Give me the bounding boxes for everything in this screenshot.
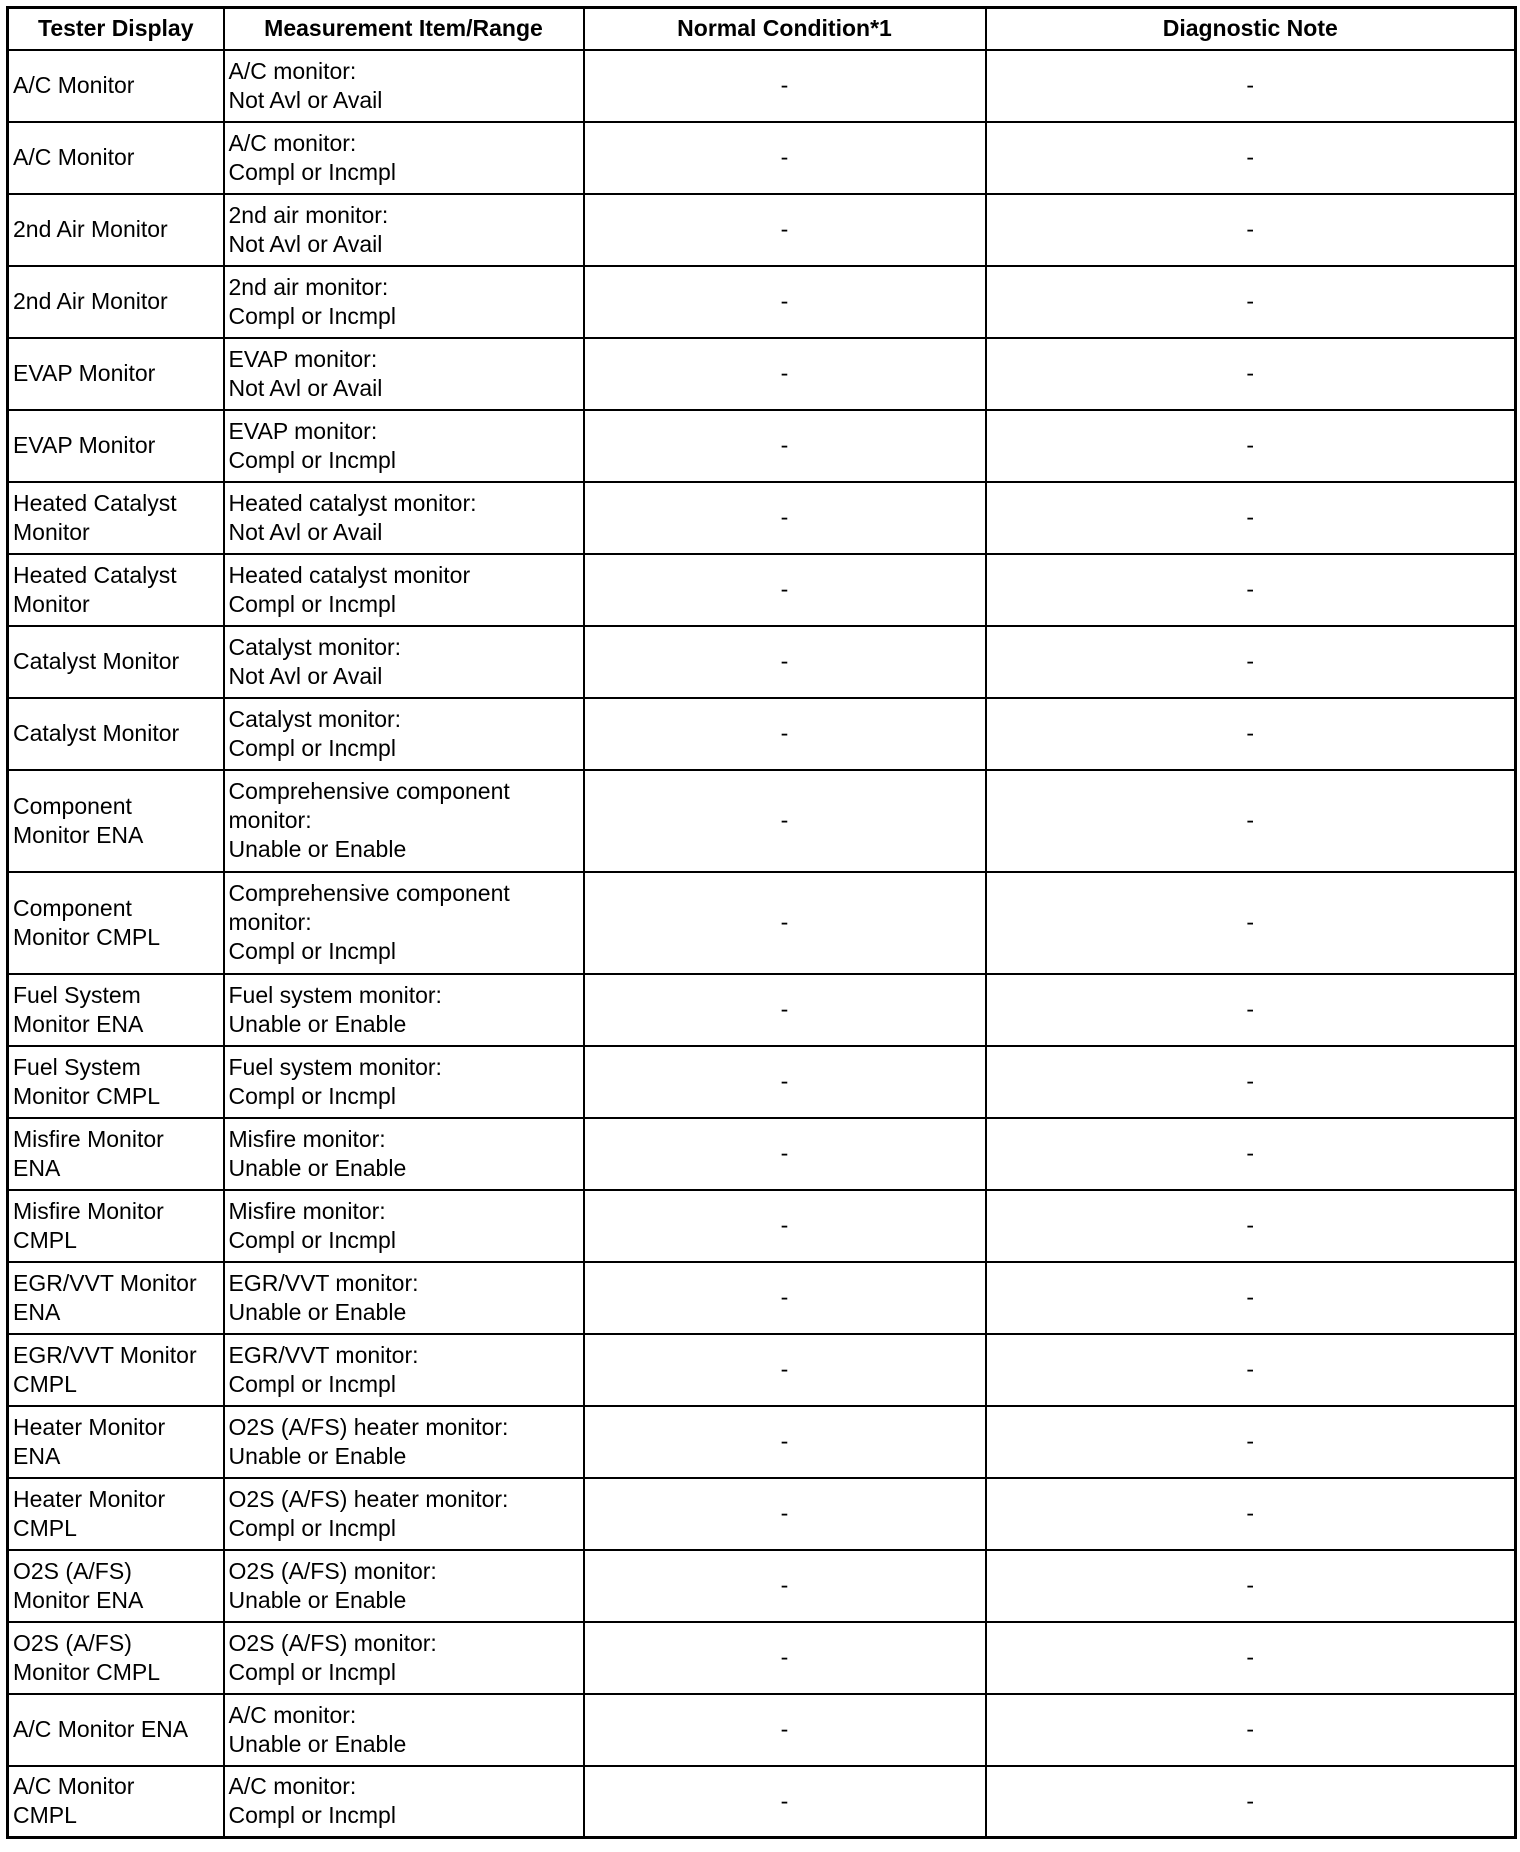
cell-tester-display: A/C Monitor xyxy=(8,122,224,194)
cell-measurement-item: EVAP monitor: Not Avl or Avail xyxy=(224,338,584,410)
cell-normal-condition: - xyxy=(584,1190,986,1262)
cell-tester-display: 2nd Air Monitor xyxy=(8,194,224,266)
table-row xyxy=(8,266,1516,338)
cell-normal-condition: - xyxy=(584,1550,986,1622)
cell-measurement-item: Misfire monitor: Unable or Enable xyxy=(224,1118,584,1190)
cell-diagnostic-note: - xyxy=(986,1190,1516,1262)
cell-measurement-item: A/C monitor: Not Avl or Avail xyxy=(224,50,584,122)
table-row xyxy=(8,554,1516,626)
cell-measurement-item: A/C monitor: Compl or Incmpl xyxy=(224,122,584,194)
table-row xyxy=(8,1478,1516,1550)
cell-tester-display: EVAP Monitor xyxy=(8,338,224,410)
cell-normal-condition: - xyxy=(584,1622,986,1694)
cell-tester-display: EGR/VVT Monitor ENA xyxy=(8,1262,224,1334)
cell-measurement-item: O2S (A/FS) heater monitor: Compl or Incmpl xyxy=(224,1478,584,1550)
cell-diagnostic-note: - xyxy=(986,1118,1516,1190)
cell-diagnostic-note: - xyxy=(986,974,1516,1046)
cell-measurement-item: EGR/VVT monitor: Unable or Enable xyxy=(224,1262,584,1334)
table-row xyxy=(8,1262,1516,1334)
cell-normal-condition: - xyxy=(584,1334,986,1406)
cell-diagnostic-note: - xyxy=(986,872,1516,974)
cell-measurement-item: 2nd air monitor: Not Avl or Avail xyxy=(224,194,584,266)
cell-normal-condition: - xyxy=(584,410,986,482)
table-row xyxy=(8,122,1516,194)
cell-measurement-item: 2nd air monitor: Compl or Incmpl xyxy=(224,266,584,338)
cell-diagnostic-note: - xyxy=(986,698,1516,770)
cell-normal-condition: - xyxy=(584,50,986,122)
cell-diagnostic-note: - xyxy=(986,1622,1516,1694)
table-row xyxy=(8,1334,1516,1406)
cell-tester-display: Component Monitor CMPL xyxy=(8,872,224,974)
header-tester-display: Tester Display xyxy=(8,8,224,50)
cell-tester-display: Heated Catalyst Monitor xyxy=(8,482,224,554)
cell-diagnostic-note: - xyxy=(986,626,1516,698)
table-row xyxy=(8,770,1516,872)
cell-diagnostic-note: - xyxy=(986,1550,1516,1622)
table-row xyxy=(8,1190,1516,1262)
cell-measurement-item: A/C monitor: Compl or Incmpl xyxy=(224,1766,584,1838)
cell-measurement-item: O2S (A/FS) monitor: Unable or Enable xyxy=(224,1550,584,1622)
cell-measurement-item: Heated catalyst monitor: Not Avl or Avail xyxy=(224,482,584,554)
cell-tester-display: 2nd Air Monitor xyxy=(8,266,224,338)
cell-normal-condition: - xyxy=(584,122,986,194)
cell-normal-condition: - xyxy=(584,1478,986,1550)
cell-tester-display: Fuel System Monitor ENA xyxy=(8,974,224,1046)
table-row xyxy=(8,1550,1516,1622)
cell-normal-condition: - xyxy=(584,1406,986,1478)
cell-tester-display: O2S (A/FS) Monitor CMPL xyxy=(8,1622,224,1694)
cell-diagnostic-note: - xyxy=(986,266,1516,338)
table-row xyxy=(8,1694,1516,1766)
cell-tester-display: A/C Monitor ENA xyxy=(8,1694,224,1766)
table-row xyxy=(8,1766,1516,1838)
cell-measurement-item: Fuel system monitor: Unable or Enable xyxy=(224,974,584,1046)
cell-measurement-item: Comprehensive component monitor: Compl or Incmpl xyxy=(224,872,584,974)
header-measurement-item: Measurement Item/Range xyxy=(224,8,584,50)
cell-normal-condition: - xyxy=(584,194,986,266)
table-row xyxy=(8,482,1516,554)
cell-diagnostic-note: - xyxy=(986,50,1516,122)
cell-diagnostic-note: - xyxy=(986,1694,1516,1766)
cell-diagnostic-note: - xyxy=(986,338,1516,410)
cell-normal-condition: - xyxy=(584,554,986,626)
table-row xyxy=(8,194,1516,266)
cell-measurement-item: Comprehensive component monitor: Unable or Enable xyxy=(224,770,584,872)
table-row xyxy=(8,1046,1516,1118)
cell-normal-condition: - xyxy=(584,1262,986,1334)
cell-tester-display: Fuel System Monitor CMPL xyxy=(8,1046,224,1118)
cell-diagnostic-note: - xyxy=(986,770,1516,872)
cell-normal-condition: - xyxy=(584,770,986,872)
cell-normal-condition: - xyxy=(584,1766,986,1838)
cell-measurement-item: Misfire monitor: Compl or Incmpl xyxy=(224,1190,584,1262)
table-row xyxy=(8,410,1516,482)
cell-tester-display: Heated Catalyst Monitor xyxy=(8,554,224,626)
cell-measurement-item: O2S (A/FS) monitor: Compl or Incmpl xyxy=(224,1622,584,1694)
cell-tester-display: Catalyst Monitor xyxy=(8,698,224,770)
table-row xyxy=(8,50,1516,122)
cell-tester-display: EVAP Monitor xyxy=(8,410,224,482)
table-row xyxy=(8,1622,1516,1694)
cell-tester-display: Component Monitor ENA xyxy=(8,770,224,872)
cell-diagnostic-note: - xyxy=(986,1046,1516,1118)
cell-measurement-item: O2S (A/FS) heater monitor: Unable or Enable xyxy=(224,1406,584,1478)
cell-diagnostic-note: - xyxy=(986,194,1516,266)
cell-normal-condition: - xyxy=(584,1046,986,1118)
cell-normal-condition: - xyxy=(584,698,986,770)
cell-normal-condition: - xyxy=(584,266,986,338)
cell-measurement-item: A/C monitor: Unable or Enable xyxy=(224,1694,584,1766)
cell-tester-display: Heater Monitor ENA xyxy=(8,1406,224,1478)
cell-tester-display: O2S (A/FS) Monitor ENA xyxy=(8,1550,224,1622)
cell-measurement-item: EGR/VVT monitor: Compl or Incmpl xyxy=(224,1334,584,1406)
table-body xyxy=(8,50,1516,1838)
cell-normal-condition: - xyxy=(584,626,986,698)
cell-normal-condition: - xyxy=(584,974,986,1046)
cell-normal-condition: - xyxy=(584,482,986,554)
cell-diagnostic-note: - xyxy=(986,1334,1516,1406)
cell-tester-display: Heater Monitor CMPL xyxy=(8,1478,224,1550)
cell-measurement-item: EVAP monitor: Compl or Incmpl xyxy=(224,410,584,482)
cell-tester-display: A/C Monitor CMPL xyxy=(8,1766,224,1838)
cell-tester-display: Misfire Monitor CMPL xyxy=(8,1190,224,1262)
header-normal-condition: Normal Condition*1 xyxy=(584,8,986,50)
cell-normal-condition: - xyxy=(584,1118,986,1190)
table-row xyxy=(8,1118,1516,1190)
cell-diagnostic-note: - xyxy=(986,122,1516,194)
cell-tester-display: Misfire Monitor ENA xyxy=(8,1118,224,1190)
table-row xyxy=(8,1406,1516,1478)
cell-diagnostic-note: - xyxy=(986,482,1516,554)
cell-tester-display: A/C Monitor xyxy=(8,50,224,122)
cell-normal-condition: - xyxy=(584,338,986,410)
cell-tester-display: EGR/VVT Monitor CMPL xyxy=(8,1334,224,1406)
header-row xyxy=(8,8,1516,50)
cell-normal-condition: - xyxy=(584,872,986,974)
table-row xyxy=(8,338,1516,410)
cell-measurement-item: Fuel system monitor: Compl or Incmpl xyxy=(224,1046,584,1118)
cell-diagnostic-note: - xyxy=(986,1406,1516,1478)
cell-tester-display: Catalyst Monitor xyxy=(8,626,224,698)
table-row xyxy=(8,698,1516,770)
table-row xyxy=(8,872,1516,974)
cell-measurement-item: Heated catalyst monitor Compl or Incmpl xyxy=(224,554,584,626)
data-list-table xyxy=(6,6,1517,1839)
header-diagnostic-note: Diagnostic Note xyxy=(986,8,1516,50)
table-row xyxy=(8,974,1516,1046)
cell-diagnostic-note: - xyxy=(986,554,1516,626)
cell-diagnostic-note: - xyxy=(986,1766,1516,1838)
table-row xyxy=(8,626,1516,698)
cell-normal-condition: - xyxy=(584,1694,986,1766)
cell-diagnostic-note: - xyxy=(986,410,1516,482)
cell-diagnostic-note: - xyxy=(986,1478,1516,1550)
cell-measurement-item: Catalyst monitor: Compl or Incmpl xyxy=(224,698,584,770)
cell-measurement-item: Catalyst monitor: Not Avl or Avail xyxy=(224,626,584,698)
cell-diagnostic-note: - xyxy=(986,1262,1516,1334)
